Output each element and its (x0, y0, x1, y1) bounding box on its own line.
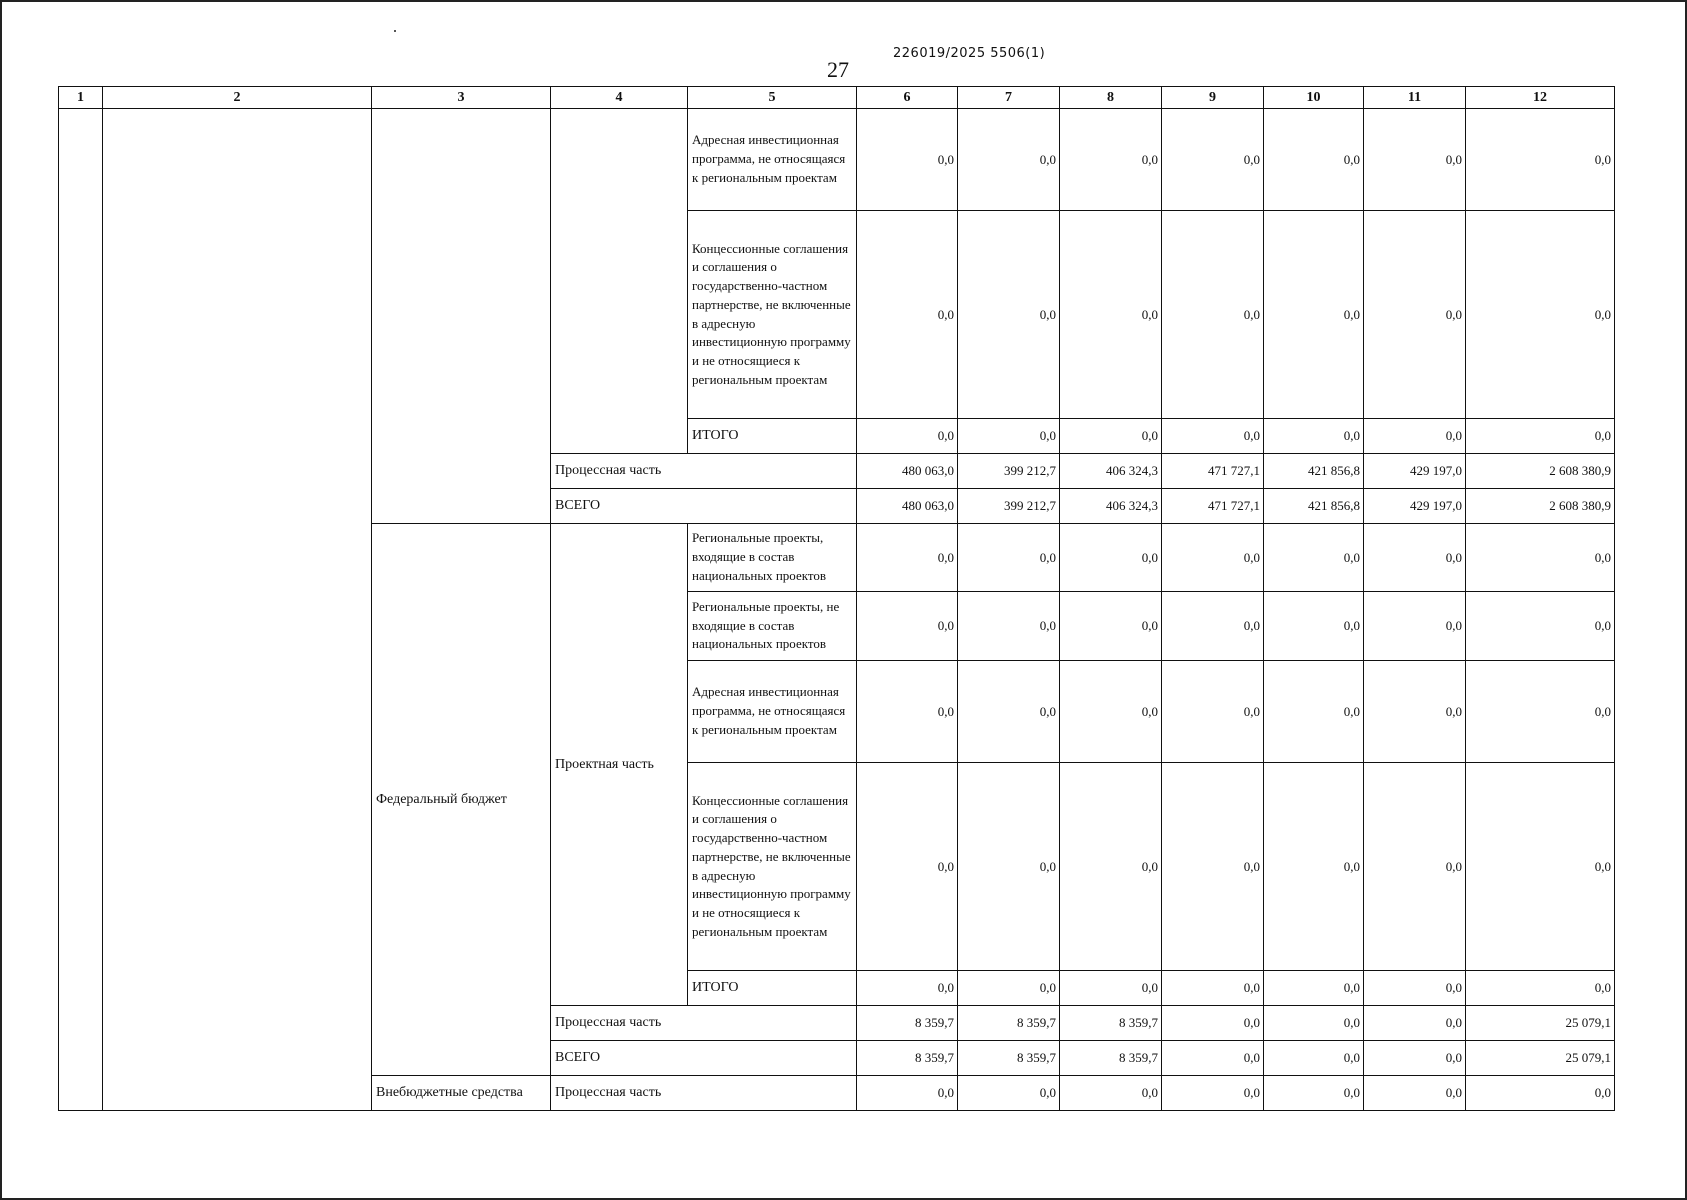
budget-table (58, 86, 1615, 1111)
value-cell: 0,0 (1264, 971, 1364, 1006)
value-cell: 0,0 (958, 211, 1060, 419)
value-cell: 0,0 (1162, 1076, 1264, 1111)
value-cell: 421 856,8 (1264, 454, 1364, 489)
value-cell: 0,0 (1162, 661, 1264, 763)
value-cell: 0,0 (958, 419, 1060, 454)
col-header-9: 9 (1162, 87, 1264, 109)
value-cell: 0,0 (1060, 763, 1162, 971)
value-cell: 406 324,3 (1060, 454, 1162, 489)
row-label-total: ИТОГО (688, 419, 857, 454)
column-number-row (59, 87, 1615, 109)
col-header-6: 6 (857, 87, 958, 109)
col-header-8: 8 (1060, 87, 1162, 109)
value-cell: 0,0 (1162, 211, 1264, 419)
value-cell: 0,0 (1364, 109, 1466, 211)
col-header-4: 4 (551, 87, 688, 109)
row-label: Региональные проекты, входящие в состав национальных проектов (688, 524, 857, 592)
value-cell: 0,0 (857, 592, 958, 661)
value-cell: 0,0 (1060, 592, 1162, 661)
value-cell: 399 212,7 (958, 454, 1060, 489)
value-cell: 0,0 (1466, 211, 1615, 419)
value-cell: 0,0 (1466, 419, 1615, 454)
row-label-process-part: Процессная часть (551, 454, 857, 489)
value-cell: 0,0 (1264, 109, 1364, 211)
value-cell: 429 197,0 (1364, 489, 1466, 524)
col-header-7: 7 (958, 87, 1060, 109)
value-cell: 0,0 (1364, 661, 1466, 763)
value-cell: 0,0 (1466, 1076, 1615, 1111)
value-cell: 8 359,7 (857, 1006, 958, 1041)
federal-budget-label: Федеральный бюджет (372, 524, 551, 1076)
col2-cell (103, 109, 372, 1111)
value-cell: 0,0 (1364, 211, 1466, 419)
value-cell: 8 359,7 (1060, 1041, 1162, 1076)
value-cell: 0,0 (857, 419, 958, 454)
value-cell: 0,0 (857, 211, 958, 419)
value-cell: 0,0 (1060, 661, 1162, 763)
value-cell: 0,0 (857, 524, 958, 592)
page-number: 27 (827, 57, 849, 82)
value-cell: 0,0 (1466, 109, 1615, 211)
value-cell: 0,0 (1364, 524, 1466, 592)
value-cell: 0,0 (958, 592, 1060, 661)
value-cell: 0,0 (1264, 211, 1364, 419)
col-header-5: 5 (688, 87, 857, 109)
value-cell: 0,0 (1264, 524, 1364, 592)
value-cell: 0,0 (1466, 763, 1615, 971)
value-cell: 0,0 (1060, 419, 1162, 454)
value-cell: 0,0 (958, 661, 1060, 763)
value-cell: 0,0 (1466, 971, 1615, 1006)
col-header-2: 2 (103, 87, 372, 109)
value-cell: 0,0 (958, 109, 1060, 211)
value-cell: 0,0 (1162, 109, 1264, 211)
value-cell: 0,0 (1364, 1041, 1466, 1076)
value-cell: 0,0 (1162, 524, 1264, 592)
value-cell: 0,0 (1264, 763, 1364, 971)
row-label-process-part: Процессная часть (551, 1076, 857, 1111)
value-cell: 0,0 (857, 661, 958, 763)
value-cell: 0,0 (857, 109, 958, 211)
value-cell: 0,0 (1060, 524, 1162, 592)
value-cell: 0,0 (958, 763, 1060, 971)
project-part-label: Проектная часть (551, 524, 688, 1006)
value-cell: 0,0 (958, 1076, 1060, 1111)
col-header-3: 3 (372, 87, 551, 109)
row-label: Концессионные соглашения и соглашения о государственно-частном партнерстве, не включенные в адресную инвестиционную программу и не относящиеся к региональным проектам (688, 211, 857, 419)
value-cell: 0,0 (857, 763, 958, 971)
value-cell: 25 079,1 (1466, 1006, 1615, 1041)
value-cell: 0,0 (1466, 661, 1615, 763)
row-label-grand-total: ВСЕГО (551, 489, 857, 524)
value-cell: 0,0 (958, 524, 1060, 592)
value-cell: 480 063,0 (857, 454, 958, 489)
value-cell: 0,0 (1364, 763, 1466, 971)
value-cell: 0,0 (1060, 1076, 1162, 1111)
col3-cell-previous-source (372, 109, 551, 524)
value-cell: 2 608 380,9 (1466, 454, 1615, 489)
col-header-12: 12 (1466, 87, 1615, 109)
row-label: Региональные проекты, не входящие в состав национальных проектов (688, 592, 857, 661)
value-cell: 0,0 (1162, 1006, 1264, 1041)
value-cell: 0,0 (1060, 971, 1162, 1006)
value-cell: 0,0 (1162, 419, 1264, 454)
value-cell: 0,0 (1364, 1006, 1466, 1041)
value-cell: 429 197,0 (1364, 454, 1466, 489)
value-cell: 8 359,7 (958, 1006, 1060, 1041)
value-cell: 0,0 (1364, 971, 1466, 1006)
col-header-11: 11 (1364, 87, 1466, 109)
value-cell: 0,0 (1264, 1041, 1364, 1076)
value-cell: 0,0 (1162, 1041, 1264, 1076)
row-label-process-part: Процессная часть (551, 1006, 857, 1041)
row-label: Адресная инвестиционная программа, не относящаяся к региональным проектам (688, 109, 857, 211)
row-label-total: ИТОГО (688, 971, 857, 1006)
row-label-grand-total: ВСЕГО (551, 1041, 857, 1076)
value-cell: 0,0 (1364, 1076, 1466, 1111)
col-header-1: 1 (59, 87, 103, 109)
value-cell: 0,0 (1162, 971, 1264, 1006)
page-border-top (0, 0, 1687, 2)
value-cell: 25 079,1 (1466, 1041, 1615, 1076)
document-number: 226019/2025 5506(1) (893, 46, 1046, 61)
value-cell: 0,0 (958, 971, 1060, 1006)
value-cell: 0,0 (1060, 211, 1162, 419)
page-border-left (0, 0, 2, 1200)
value-cell: 0,0 (1162, 592, 1264, 661)
value-cell: 471 727,1 (1162, 454, 1264, 489)
col-header-10: 10 (1264, 87, 1364, 109)
scan-speck (394, 30, 396, 32)
row-label: Адресная инвестиционная программа, не относящаяся к региональным проектам (688, 661, 857, 763)
value-cell: 0,0 (1264, 1006, 1364, 1041)
value-cell: 0,0 (1264, 1076, 1364, 1111)
row-label: Концессионные соглашения и соглашения о государственно-частном партнерстве, не включенные в адресную инвестиционную программу и не относящиеся к региональным проектам (688, 763, 857, 971)
value-cell: 2 608 380,9 (1466, 489, 1615, 524)
value-cell: 480 063,0 (857, 489, 958, 524)
value-cell: 0,0 (1466, 524, 1615, 592)
value-cell: 0,0 (1466, 592, 1615, 661)
value-cell: 8 359,7 (857, 1041, 958, 1076)
value-cell: 0,0 (1364, 419, 1466, 454)
extrabudgetary-label: Внебюджетные средства (372, 1076, 551, 1111)
value-cell: 406 324,3 (1060, 489, 1162, 524)
value-cell: 0,0 (1364, 592, 1466, 661)
value-cell: 0,0 (1264, 661, 1364, 763)
col4-cell-project-part-cont (551, 109, 688, 454)
value-cell: 0,0 (1060, 109, 1162, 211)
value-cell: 8 359,7 (1060, 1006, 1162, 1041)
value-cell: 8 359,7 (958, 1041, 1060, 1076)
value-cell: 421 856,8 (1264, 489, 1364, 524)
value-cell: 471 727,1 (1162, 489, 1264, 524)
table-row (59, 109, 1615, 211)
value-cell: 0,0 (1264, 419, 1364, 454)
col1-cell (59, 109, 103, 1111)
value-cell: 0,0 (857, 1076, 958, 1111)
value-cell: 0,0 (1264, 592, 1364, 661)
value-cell: 0,0 (857, 971, 958, 1006)
value-cell: 0,0 (1162, 763, 1264, 971)
value-cell: 399 212,7 (958, 489, 1060, 524)
